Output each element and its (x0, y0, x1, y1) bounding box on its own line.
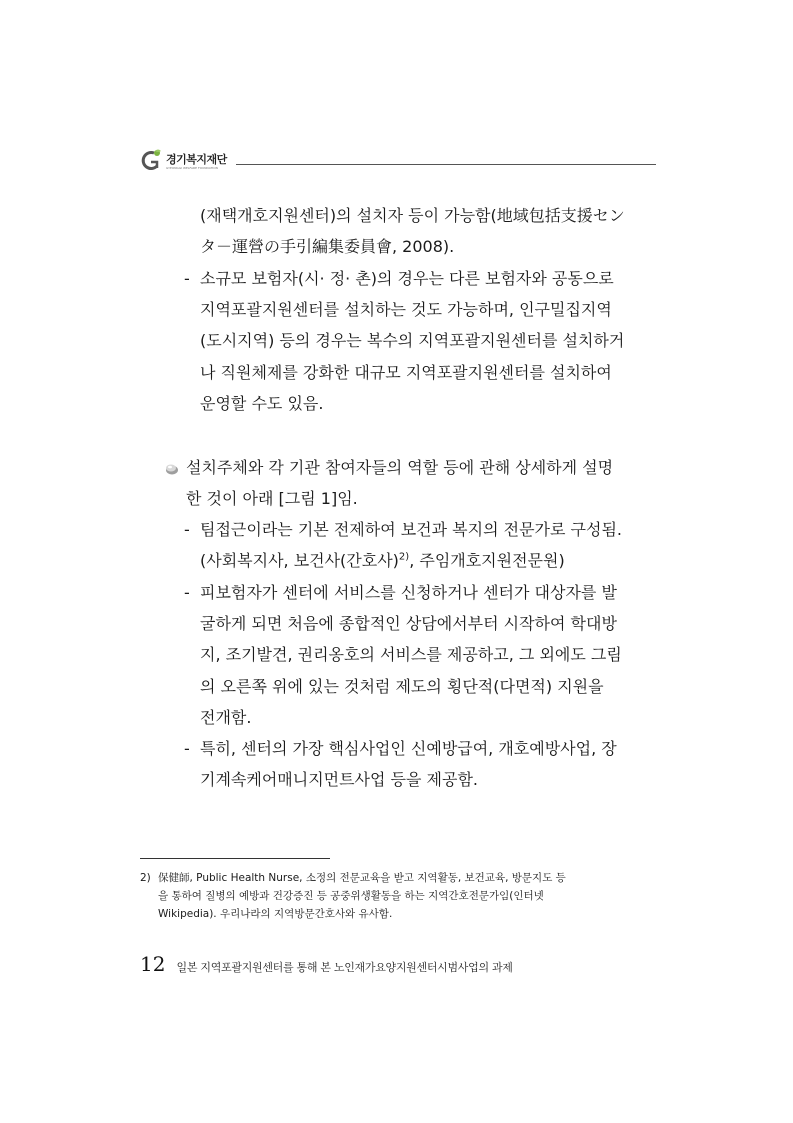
body-line: (재택개호지원센터)의 설치자 등이 가능함(地域包括支援セン (200, 206, 625, 225)
footnote-marker: 2) (140, 872, 151, 884)
body-line (200, 551, 565, 571)
footnote-line: 保健師, Public Health Nurse, 소정의 전문교육을 받고 지역활동, 보건교육, 방문지도 등 (158, 872, 566, 884)
body-line: 기계속케어매니지먼트사업 등을 제공함. (200, 770, 479, 789)
page-footer (140, 952, 513, 976)
footnote-rule (140, 858, 330, 859)
dash-marker: - (184, 269, 190, 288)
body-line: 지역포괄지원센터를 설치하는 것도 가능하며, 인구밀집지역 (200, 300, 612, 319)
dash-marker: - (184, 520, 190, 539)
body-line: 전개함. (200, 708, 252, 727)
bullet-icon (164, 460, 180, 476)
dash-marker: - (184, 583, 190, 602)
body-line: 한 것이 아래 [그림 1]임. (186, 489, 358, 508)
body-line: 나 직원체제를 강화한 대규모 지역포괄지원센터를 설치하여 (200, 363, 612, 382)
header-rule (236, 164, 656, 165)
body-line: 의 오른쪽 위에 있는 것처럼 제도의 횡단적(다면적) 지원을 (200, 677, 604, 696)
body-text: , 주임개호지원전문원) (409, 551, 565, 570)
running-title: 일본 지역포괄지원센터를 통해 본 노인재가요양지원센터시범사업의 과제 (176, 961, 513, 974)
foundation-logo-icon (140, 149, 162, 173)
body-line: 소규모 보험자(시· 정· 촌)의 경우는 다른 보험자와 공동으로 (200, 269, 614, 288)
page-header (140, 146, 656, 176)
page-number: 12 (140, 952, 166, 976)
body-line: タ－運營の手引編集委員會, 2008). (200, 237, 455, 256)
footnote-line: Wikipedia). 우리나라의 지역방문간호사와 유사함. (158, 908, 393, 920)
body-line: (도시지역) 등의 경우는 복수의 지역포괄지원센터를 설치하거 (200, 331, 625, 350)
footnote-reference[interactable]: 2) (398, 551, 410, 563)
body-line: 지, 조기발견, 권리옹호의 서비스를 제공하고, 그 외에도 그림 (200, 645, 622, 664)
body-line: 특히, 센터의 가장 핵심사업인 신예방급여, 개호예방사업, 장 (200, 739, 617, 758)
body-line: 팀접근이라는 기본 전제하여 보건과 복지의 전문가로 구성됨. (200, 520, 623, 539)
body-line: 피보험자가 센터에 서비스를 신청하거나 센터가 대상자를 발 (200, 583, 617, 602)
body-line: 설치주체와 각 기관 참여자들의 역할 등에 관해 상세하게 설명 (186, 458, 614, 477)
dash-marker: - (184, 739, 190, 758)
body-text: (사회복지사, 보건사(간호사) (200, 551, 399, 570)
logo-subtext: GYEONGGI WELFARE FOUNDATION (166, 166, 218, 170)
body-line: 운영할 수도 있음. (200, 394, 324, 413)
footnote-line: 을 통하여 질병의 예방과 건강증진 등 공중위생활동을 하는 지역간호전문가임(인터넷 (158, 890, 544, 902)
logo-text: 경기복지재단 (166, 153, 227, 166)
body-line: 굴하게 되면 처음에 종합적인 상담에서부터 시작하여 학대방 (200, 614, 617, 633)
